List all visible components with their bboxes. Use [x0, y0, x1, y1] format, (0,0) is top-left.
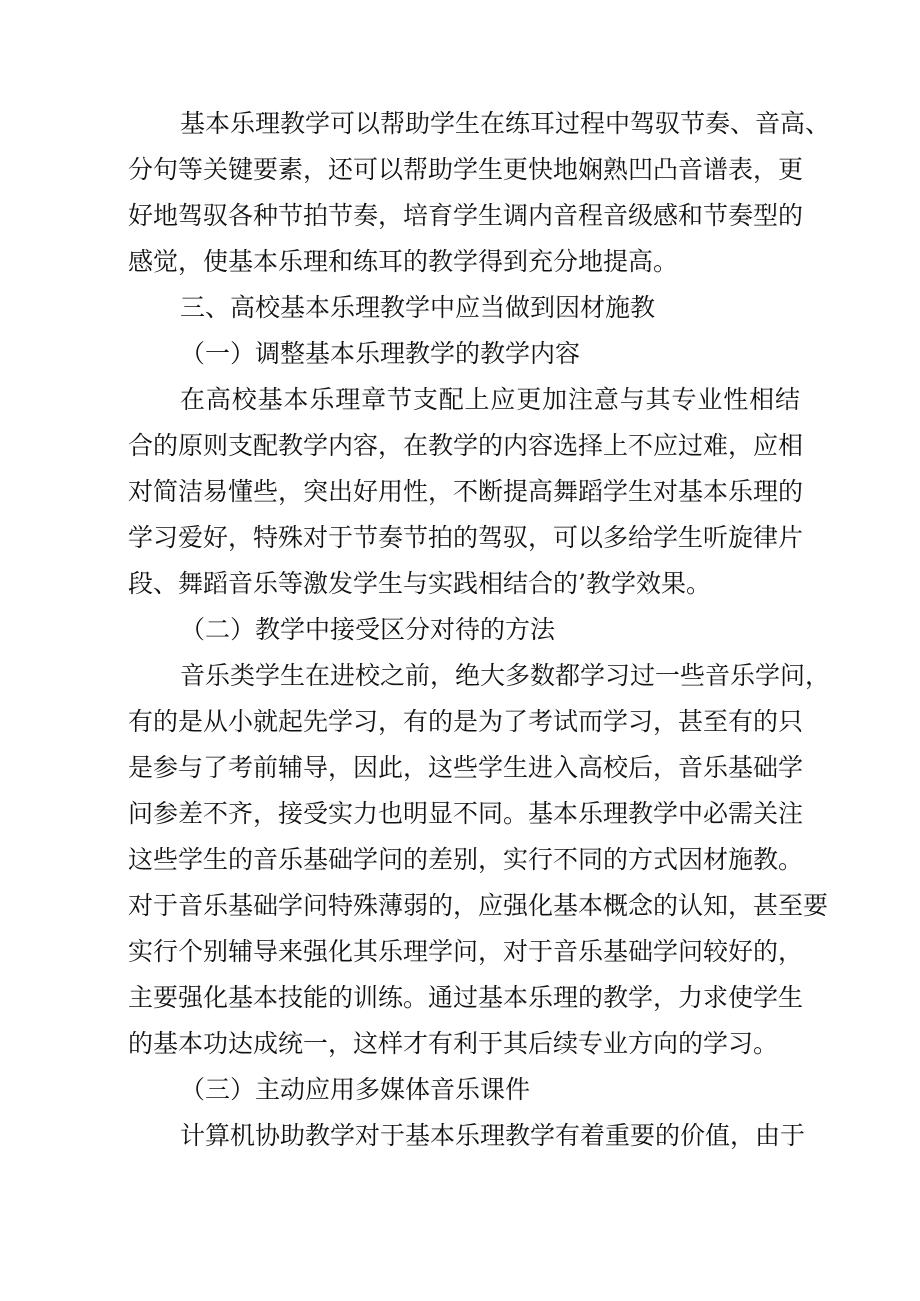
paragraph-line: 合的原则支配教学内容，在教学的内容选择上不应过难，应相: [128, 431, 804, 460]
paragraph-line: 段、舞蹈音乐等激发学生与实践相结合的’教学效果。: [128, 569, 711, 598]
paragraph-line: 音乐类学生在进校之前，绝大多数都学习过一些音乐学问，: [180, 661, 831, 690]
paragraph-line: 分句等关键要素，还可以帮助学生更快地娴熟凹凸音谱表，更: [128, 155, 804, 184]
subsection-heading: （三）主动应用多媒体音乐课件: [180, 1075, 531, 1104]
paragraph-line: 计算机协助教学对于基本乐理教学有着重要的价值，由于: [180, 1121, 806, 1150]
paragraph-line: 感觉，使基本乐理和练耳的教学得到充分地提高。: [128, 247, 679, 276]
subsection-heading: （二）教学中接受区分对待的方法: [180, 615, 556, 644]
subsection-heading: （一）调整基本乐理教学的教学内容: [180, 339, 581, 368]
paragraph-line: 问参差不齐，接受实力也明显不同。基本乐理教学中必需关注: [128, 799, 804, 828]
section-heading: 三、高校基本乐理教学中应当做到因材施教: [180, 293, 656, 322]
paragraph-line: 这些学生的音乐基础学问的差别，实行不同的方式因材施教。: [128, 845, 804, 874]
paragraph-line: 主要强化基本技能的训练。通过基本乐理的教学，力求使学生: [128, 983, 804, 1012]
paragraph-line: 有的是从小就起先学习，有的是为了考试而学习，甚至有的只: [128, 707, 804, 736]
paragraph-line: 好地驾驭各种节拍节奏，培育学生调内音程音级感和节奏型的: [128, 201, 804, 230]
paragraph-line: 基本乐理教学可以帮助学生在练耳过程中驾驭节奏、音高、: [180, 109, 831, 138]
paragraph-line: 的基本功达成统一，这样才有利于其后续专业方向的学习。: [128, 1029, 779, 1058]
paragraph-line: 实行个别辅导来强化其乐理学问，对于音乐基础学问较好的，: [128, 937, 804, 966]
paragraph-line: 对于音乐基础学问特殊薄弱的，应强化基本概念的认知，甚至要: [128, 891, 829, 920]
paragraph-line: 在高校基本乐理章节支配上应更加注意与其专业性相结: [180, 385, 800, 414]
paragraph-line: 是参与了考前辅导，因此，这些学生进入高校后，音乐基础学: [128, 753, 804, 782]
paragraph-line: 对简洁易懂些，突出好用性，不断提高舞蹈学生对基本乐理的: [128, 477, 804, 506]
paragraph-line: 学习爱好，特殊对于节奏节拍的驾驭，可以多给学生听旋律片: [128, 523, 804, 552]
